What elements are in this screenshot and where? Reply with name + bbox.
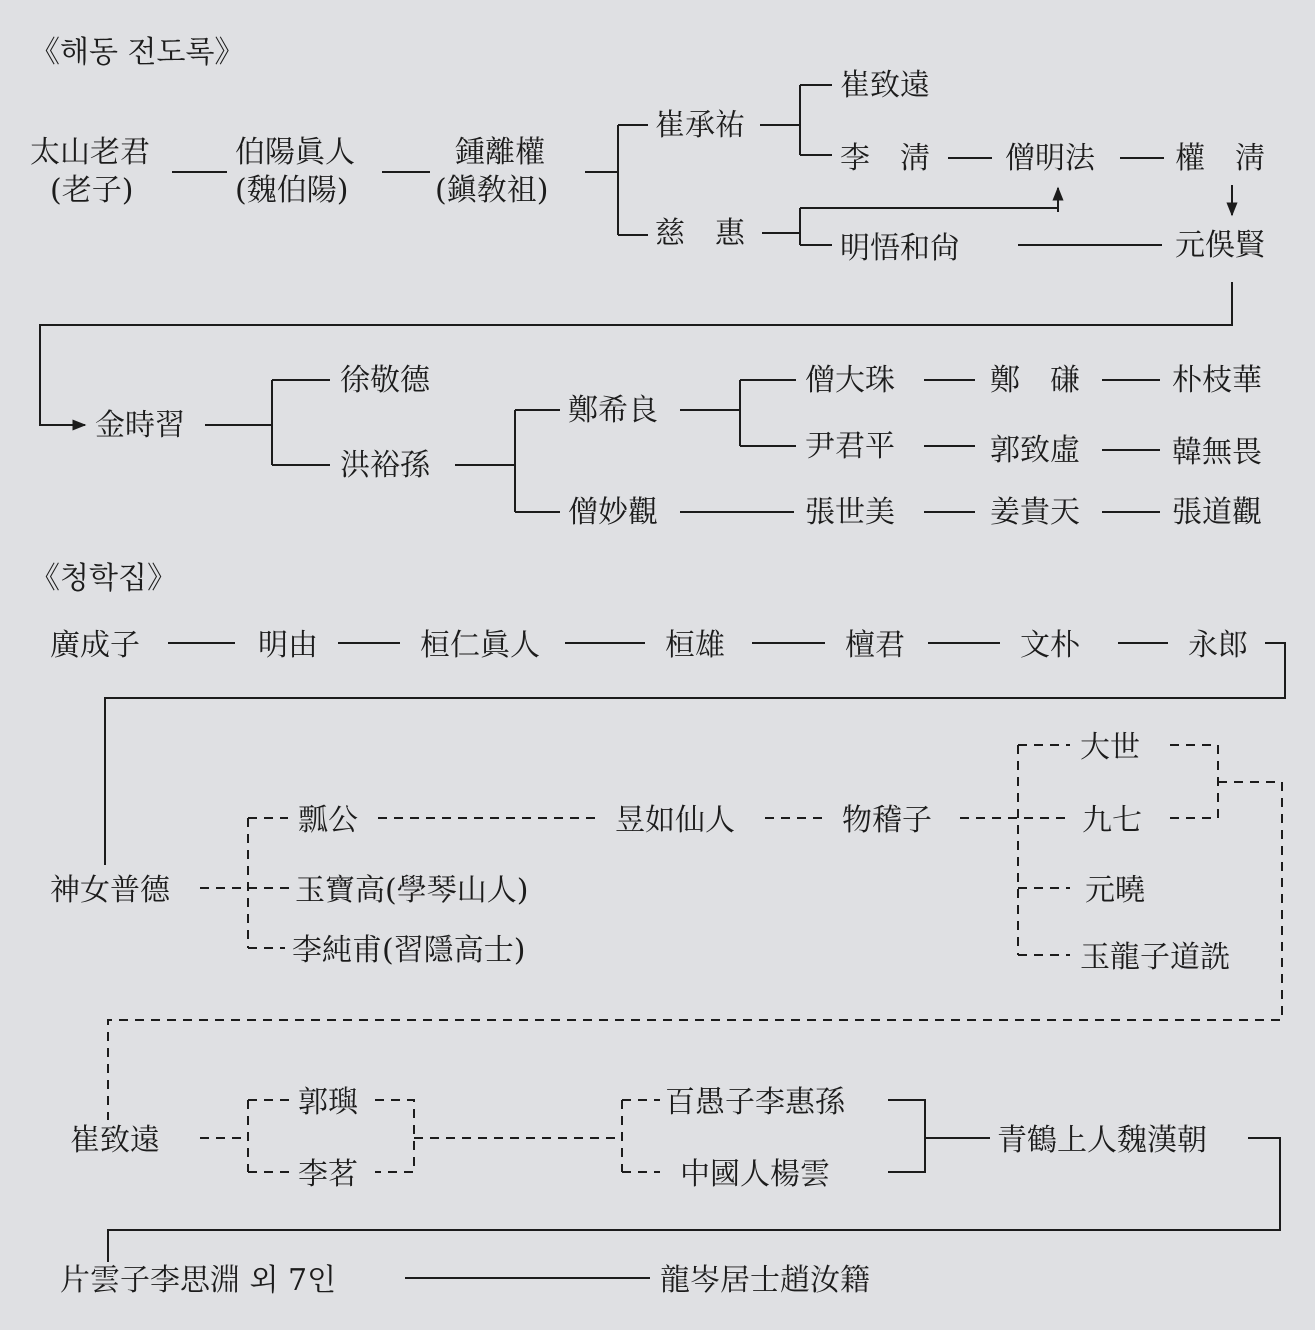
node-seung-myogwan: 僧妙觀	[568, 495, 658, 530]
node-li-myeong: 李茗	[298, 1157, 358, 1192]
node-gwon-cheong: 權 淸	[1175, 141, 1265, 176]
node-okbogo: 玉寶高(學琴山人)	[295, 873, 529, 908]
node-seo-gyeongdeok: 徐敬德	[340, 363, 430, 398]
node-won-bohyeon: 元俁賢	[1175, 228, 1265, 263]
node-seung-myeongbeop: 僧明法	[1005, 141, 1095, 176]
node-park-jihwa: 朴枝華	[1172, 363, 1262, 398]
node-dangun: 檀君	[845, 628, 905, 663]
node-gwak-chiheo: 郭致虛	[990, 433, 1080, 468]
node-myeongyu: 明由	[258, 628, 318, 663]
node-myeongo-hwasang: 明悟和尙	[840, 231, 960, 266]
node-hwanin: 桓仁眞人	[420, 628, 540, 663]
section-heading: 《청학집》	[30, 561, 177, 596]
node-yun-gunpyeong: 尹君平	[805, 429, 895, 464]
node-zhongli-note: (鎭敎祖)	[435, 173, 549, 208]
node-jang-dogwan: 張道觀	[1172, 495, 1262, 530]
node-han-muoe: 韓無畏	[1172, 435, 1262, 470]
node-gwangseongja: 廣成子	[50, 628, 140, 663]
node-kim-siseup: 金時習	[95, 408, 185, 443]
cheonghakjip-section	[30, 561, 1285, 1298]
node-hwanung: 桓雄	[665, 628, 725, 663]
node-okryongja: 玉龍子道詵	[1080, 940, 1230, 975]
node-jang-semi: 張世美	[805, 495, 895, 530]
node-cui-zhiyuan: 崔致遠	[840, 68, 930, 103]
node-pyogong: 瓢公	[298, 803, 358, 838]
node-jeong-huiryang: 鄭希良	[568, 393, 658, 428]
node-gwak-yeo: 郭璵	[298, 1085, 358, 1120]
node-boyang-note: (魏伯陽)	[235, 173, 349, 208]
node-baeguja: 百愚子李惠孫	[665, 1085, 845, 1120]
node-guchil: 九七	[1082, 803, 1142, 838]
node-cheonghak-sangin: 青鶴上人魏漢朝	[997, 1123, 1207, 1158]
node-seung-daeju: 僧大珠	[805, 363, 895, 398]
node-boyang-zhenren: 伯陽眞人	[235, 135, 355, 170]
node-choe-chiwon: 崔致遠	[70, 1123, 160, 1158]
node-mulgyeja: 物稽子	[842, 803, 932, 838]
node-yeoyeo-seonin: 昱如仙人	[615, 803, 735, 838]
haedong-jeondorok-section	[30, 35, 1268, 530]
node-isunbo: 李純甫(習隱高士)	[292, 933, 526, 968]
node-zhongli-quan: 鍾離權	[455, 135, 545, 170]
node-taishan-note: (老子)	[50, 173, 134, 208]
node-hong-yuson: 洪裕孫	[340, 448, 430, 483]
node-li-qing: 李 淸	[840, 141, 930, 176]
node-yangun: 中國人楊雲	[680, 1157, 830, 1192]
node-pyeonunja: 片雲子李思淵 외 7인	[60, 1263, 337, 1298]
node-wonhyo: 元曉	[1085, 873, 1145, 908]
node-taishan-laojun: 太山老君	[30, 135, 150, 170]
node-munbak: 文朴	[1020, 628, 1080, 663]
section-heading: 《해동 전도록》	[30, 35, 245, 70]
node-sinnyeo-bodeok: 神女普德	[50, 873, 170, 908]
node-daese: 大世	[1080, 730, 1140, 765]
node-yongho-geosa: 龍岑居士趙汝籍	[660, 1263, 870, 1298]
node-jeong-ryeom: 鄭 磏	[990, 363, 1080, 398]
node-cui-chengyou: 崔承祐	[655, 108, 745, 143]
node-ja-hye: 慈 惠	[655, 216, 745, 251]
node-gang-gwicheon: 姜貴天	[990, 495, 1080, 530]
node-yeongnang: 永郎	[1188, 628, 1248, 663]
